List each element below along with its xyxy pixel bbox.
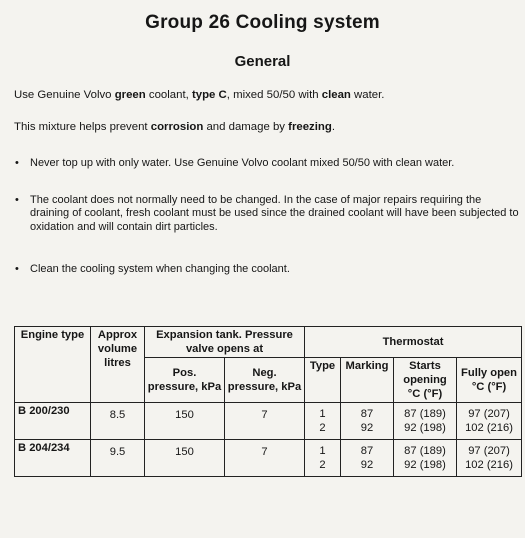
header-line: volume [97, 343, 138, 355]
cell-line: 87 (189) [404, 445, 446, 457]
table-row [15, 440, 522, 477]
cooling-spec-table [14, 326, 522, 477]
text-run: Use Genuine Volvo [14, 89, 115, 101]
header-line: opening [403, 374, 447, 386]
fully-open-cell [457, 403, 522, 440]
bold-green: green [114, 89, 146, 101]
cell-line: 102 (216) [465, 422, 513, 434]
header-line: Starts [409, 360, 441, 372]
cell-line: 87 [360, 445, 374, 457]
engine-type-header [15, 327, 91, 403]
header-line: Neg. [252, 367, 277, 379]
type-cell [305, 440, 341, 477]
header-line: kPa [281, 381, 302, 393]
expansion-tank-header [145, 327, 305, 358]
pos-pressure-cell: 150 [145, 403, 225, 440]
fully-open-header [457, 358, 522, 403]
text-run: This mixture helps prevent [14, 121, 151, 133]
neg-pressure-header [225, 358, 305, 403]
bullet-text: Clean the cooling system when changing the coolant. [30, 263, 290, 275]
header-line: pressure, [147, 381, 199, 393]
bold-clean: clean [321, 89, 351, 101]
cell-line: 97 (207) [468, 445, 510, 457]
group-title: Group 26 Cooling system [145, 12, 380, 33]
header-line: type [61, 329, 85, 341]
header-line: Fully [461, 367, 488, 379]
starts-opening-header [394, 358, 457, 403]
marking-cell [341, 403, 394, 440]
bullet-clean-system [14, 263, 522, 276]
thermostat-header: Thermostat [305, 327, 522, 358]
neg-pressure-cell: 7 [225, 403, 305, 440]
cell-line: 92 (198) [404, 422, 446, 434]
volume-cell: 9.5 [91, 440, 145, 477]
volume-header [91, 327, 145, 403]
cell-line: 2 [319, 422, 326, 434]
section-title: General [234, 53, 291, 70]
engine-cell: B 204/234 [15, 440, 91, 477]
bullet-symbol: • [15, 157, 19, 169]
marking-header: Marking [341, 358, 394, 403]
cell-line: 1 [319, 408, 326, 420]
bullet-coolant-change [14, 194, 522, 234]
header-line: litres [104, 357, 131, 369]
cell-line: 1 [319, 445, 326, 457]
bullet-top-up [14, 157, 522, 170]
cell-line: 92 [360, 422, 374, 434]
neg-pressure-cell: 7 [225, 440, 305, 477]
engine-cell: B 200/230 [15, 403, 91, 440]
text-run: , mixed 50/50 with [226, 89, 322, 101]
cell-line: 87 [360, 408, 374, 420]
pos-pressure-header [145, 358, 225, 403]
header-line: Pressure valve opens [185, 329, 293, 355]
thermostat-type-header: Type [305, 358, 341, 403]
fully-open-cell [457, 440, 522, 477]
text-run: and damage by [203, 121, 289, 133]
bullet-symbol: • [15, 263, 19, 275]
starts-opening-cell [394, 440, 457, 477]
header-line: Engine [20, 329, 59, 341]
table-row [15, 403, 522, 440]
cell-line: 92 [360, 459, 374, 471]
header-line: at [253, 343, 264, 355]
bold-freezing: freezing [288, 121, 332, 133]
header-line: open [490, 367, 517, 379]
text-run: water. [350, 89, 385, 101]
bullet-text: Never top up with only water. Use Genuine Volvo coolant mixed 50/50 with clean water. [30, 157, 455, 169]
header-line: Approx [97, 329, 138, 341]
header-line: Expansion tank. [156, 329, 242, 341]
bullet-symbol: • [15, 194, 19, 206]
text-run: . [331, 121, 335, 133]
header-line: °C (°F) [471, 381, 507, 393]
header-line: kPa [201, 381, 222, 393]
mixture-paragraph [14, 120, 335, 134]
header-line: pressure, [227, 381, 279, 393]
header-line: °C (°F) [407, 388, 443, 400]
volume-cell: 8.5 [91, 403, 145, 440]
header-line: Pos. [172, 367, 197, 379]
cell-line: 97 (207) [468, 408, 510, 420]
text-run: coolant, [145, 89, 192, 101]
marking-cell [341, 440, 394, 477]
coolant-type-paragraph [14, 88, 384, 102]
header-row-1 [15, 327, 522, 358]
cell-line: 92 (198) [404, 459, 446, 471]
cell-line: 2 [319, 459, 326, 471]
bold-corrosion: corrosion [150, 121, 204, 133]
cell-line: 87 (189) [404, 408, 446, 420]
cell-line: 102 (216) [465, 459, 513, 471]
starts-opening-cell [394, 403, 457, 440]
type-cell [305, 403, 341, 440]
bullet-text: The coolant does not normally need to be changed. In the case of major repairs requiring the draining of coolant, fresh coolant must be used since the drained coolant will have been subjected to oxidation and will contain dirt particles. [30, 194, 519, 233]
pos-pressure-cell: 150 [145, 440, 225, 477]
bold-type-c: type C [191, 89, 227, 101]
